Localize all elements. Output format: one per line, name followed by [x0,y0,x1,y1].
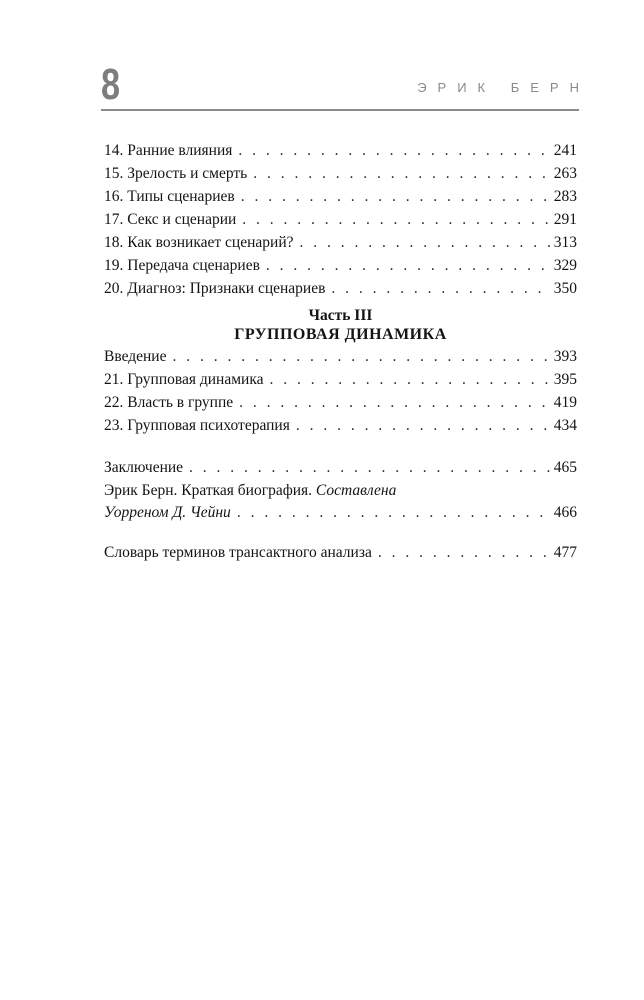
toc-entry-page: 313 [553,234,577,251]
toc-entry-page: 329 [553,257,577,274]
toc-entry-page: 283 [553,188,577,205]
dot-leader [378,541,550,564]
toc-glossary [104,541,577,564]
toc-entry-line2 [104,501,577,524]
toc-entry[interactable] [104,208,577,231]
dot-leader [237,501,550,524]
dot-leader [253,162,550,185]
toc-entry[interactable] [104,254,577,277]
toc-entry-title: Введение [104,348,167,365]
biography-title: Эрик Берн. Краткая биография. [104,482,313,499]
toc-entry-page: 395 [553,371,577,388]
dot-leader [300,231,550,254]
toc-biography[interactable] [104,480,577,524]
toc-entry-title: Словарь терминов трансактного анализа [104,544,372,561]
running-head: ЭРИК БЕРН [417,80,590,95]
toc-entry[interactable] [104,162,577,185]
toc-entry[interactable] [104,185,577,208]
dot-leader [242,208,549,231]
toc-entry-title: 18. Как возникает сценарий? [104,234,294,251]
toc-entry-page: 393 [553,348,577,365]
toc-conclusion [104,456,577,479]
toc-part3-list [104,345,577,437]
toc-entry-title: 14. Ранние влияния [104,142,233,159]
dot-leader [296,414,550,437]
toc-entry[interactable] [104,368,577,391]
part3-label: Часть III [308,307,373,324]
toc-entry-page: 477 [553,544,577,561]
toc-entry-title-line1 [104,480,577,501]
toc-entry-title: 15. Зрелость и смерть [104,165,248,182]
toc-entry-page: 291 [553,211,577,228]
dot-leader [270,368,550,391]
toc-entry-title: 19. Передача сценариев [104,257,260,274]
toc-entry-title: 17. Секс и сценарии [104,211,237,228]
toc-entry-title: 23. Групповая психотерапия [104,417,290,434]
toc-entry-page: 465 [553,459,577,476]
part3-title: ГРУППОВАЯ ДИНАМИКА [234,326,447,343]
biography-author: Уорреном Д. Чейни [104,504,231,521]
toc-entry-page: 466 [553,504,577,521]
toc-entry-page: 241 [553,142,577,159]
toc-entry[interactable] [104,391,577,414]
toc-entry[interactable] [104,456,577,479]
toc-entry-title: 21. Групповая динамика [104,371,264,388]
toc-entry[interactable] [104,414,577,437]
toc-entry-title: 16. Типы сценариев [104,188,235,205]
toc-part2-list [104,139,577,300]
toc-entry-title: 20. Диагноз: Признаки сценариев [104,280,326,297]
toc-entry-page: 263 [553,165,577,182]
toc-entry[interactable] [104,345,577,368]
dot-leader [266,254,550,277]
toc-entry-page: 419 [553,394,577,411]
toc-entry[interactable] [104,541,577,564]
toc-entry[interactable] [104,277,577,300]
toc-entry-title: Заключение [104,459,184,476]
dot-leader [189,456,550,479]
dot-leader [241,185,550,208]
page-number: 8 [101,60,121,109]
dot-leader [331,277,549,300]
part3-heading [104,306,577,345]
toc-entry-page: 434 [553,417,577,434]
toc-entry[interactable] [104,231,577,254]
toc-entry-title: 22. Власть в группе [104,394,234,411]
dot-leader [172,345,549,368]
toc-entry[interactable] [104,139,577,162]
toc-entry-page: 350 [553,280,577,297]
dot-leader [238,139,549,162]
header-rule [101,109,579,111]
biography-compiled-by: Составлена [315,482,397,499]
dot-leader [239,391,550,414]
